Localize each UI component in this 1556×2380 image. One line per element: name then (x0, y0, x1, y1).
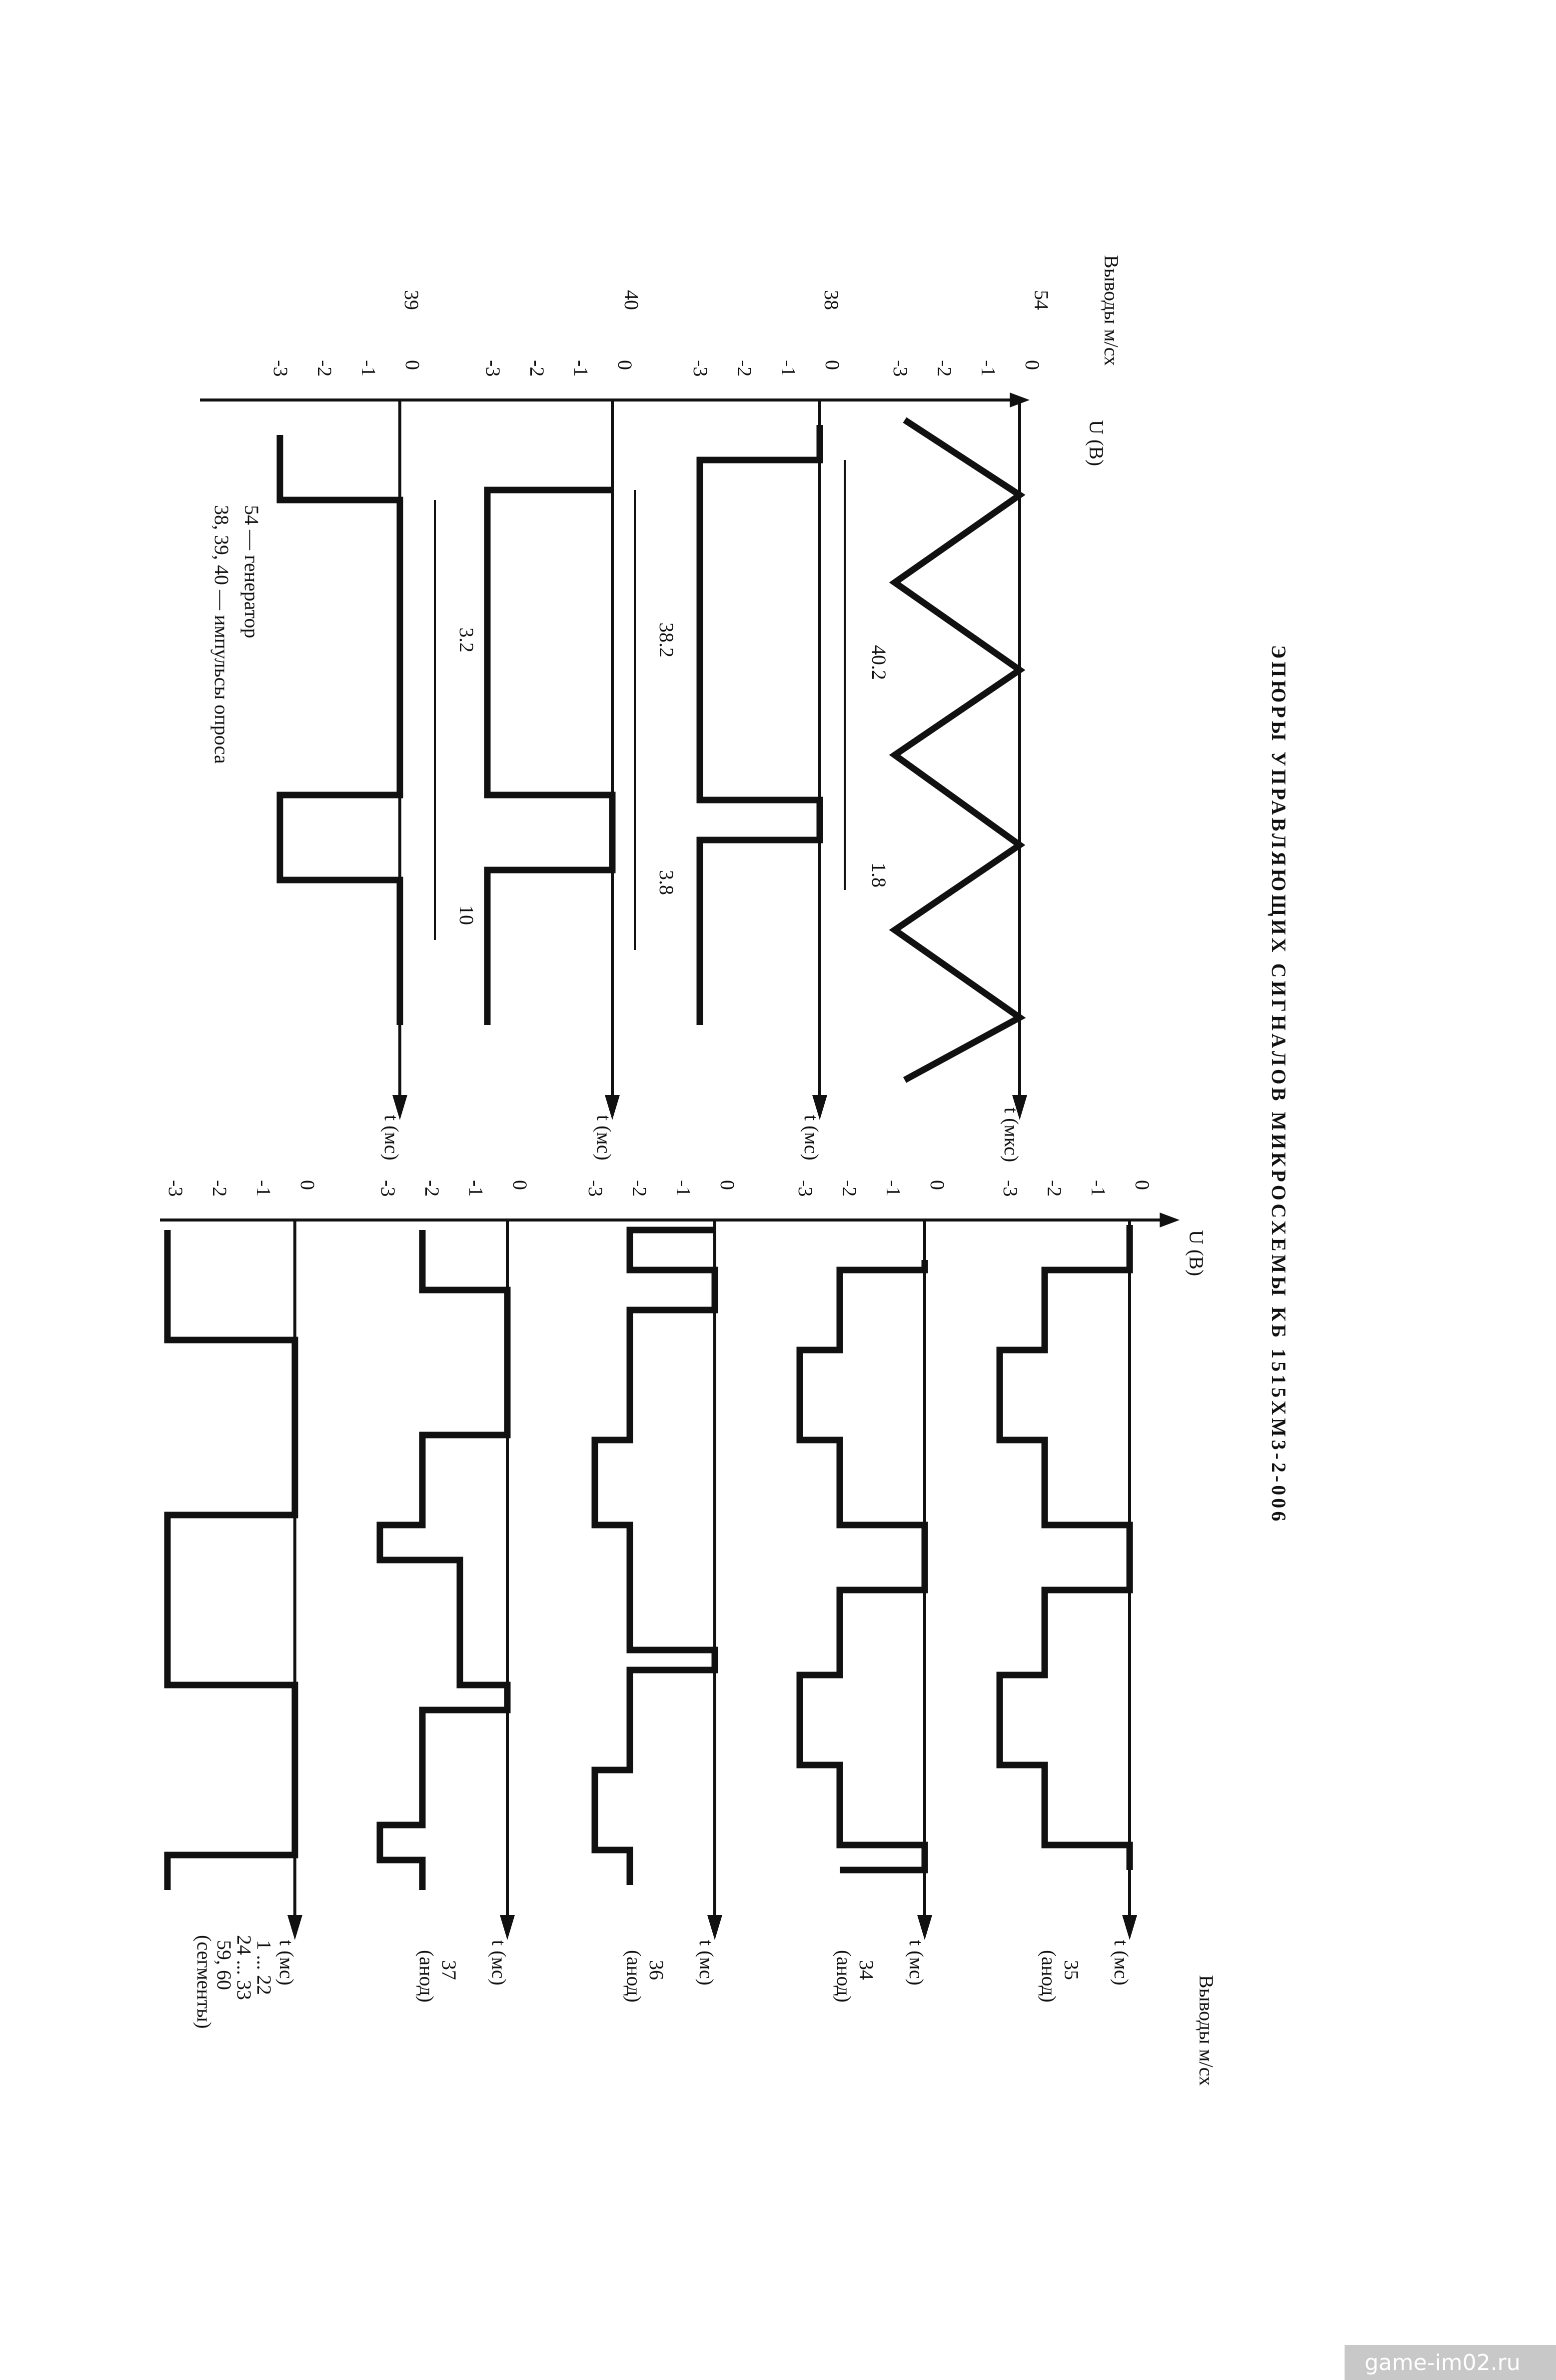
right-tick-1-0: 0 (926, 1180, 949, 1190)
left-tick-3-1: -1 (357, 360, 380, 377)
pin-label-54: 54 (1030, 290, 1053, 310)
diagram-title: ЭПЮРЫ УПРАВЛЯЮЩИХ СИГНАЛОВ МИКРОСХЕМЫ КБ 1515ХМ3-2-006 (1268, 645, 1290, 1524)
dim-label-38-2: 38.2 (655, 622, 678, 658)
right-axis-u-label: U (B) (1185, 1230, 1208, 1276)
time-label-54: t (мкс) (1000, 1108, 1023, 1162)
pin-label-37: 37 (438, 1960, 460, 1980)
time-label-34: t (мс) (905, 1940, 928, 1986)
note-seg: (сегменты) (193, 1935, 215, 2029)
left-tick-2-2: -2 (526, 360, 548, 377)
pin-label-seg-1: 1 ... 22 (253, 1940, 275, 1995)
left-header (400, 255, 1123, 466)
left-tick-3-3: -3 (269, 360, 292, 377)
waveform-34 (800, 1260, 925, 1870)
waveform-seg (167, 1230, 295, 1890)
right-tick-3-2: -2 (421, 1180, 443, 1197)
left-tick-2-1: -1 (570, 360, 592, 377)
pin-label-seg-2: 24 ... 33 (233, 1935, 255, 2000)
right-tick-2-2: -2 (628, 1180, 651, 1197)
note-34: (анод) (833, 1950, 855, 2002)
left-tick-1-2: -2 (733, 360, 756, 377)
left-pins-header: Выводы м/сх (1100, 255, 1123, 366)
right-tick-1-1: -1 (882, 1180, 905, 1197)
dim-label-1-8: 1.8 (868, 862, 890, 888)
waveform-38 (700, 425, 820, 1025)
watermark: game-im02.ru (1365, 2350, 1521, 2376)
left-tick-1-1: -1 (777, 360, 800, 377)
waveform-54 (895, 420, 1020, 1080)
left-tick-0-1: -1 (977, 360, 1000, 377)
right-tick-labels (164, 1180, 1154, 1196)
arrow-seg (287, 1915, 302, 1940)
right-tick-0-3: -3 (999, 1180, 1022, 1197)
time-label-35: t (мс) (1110, 1940, 1133, 1986)
left-voltage-scale (200, 392, 1030, 408)
left-tick-labels (269, 360, 1044, 376)
right-tick-3-3: -3 (377, 1180, 399, 1197)
left-time-arrows (392, 1095, 1027, 1120)
right-tick-4-0: 0 (296, 1180, 319, 1190)
note-36: (анод) (623, 1950, 645, 2002)
right-tick-0-0: 0 (1131, 1180, 1154, 1190)
right-u-arrow (1160, 1212, 1180, 1228)
dim-label-40-2: 40.2 (868, 645, 890, 680)
pin-label-seg-3: 59, 60 (213, 1940, 235, 1990)
time-label-seg: t (мс) (275, 1940, 298, 1986)
waveform-40 (487, 490, 612, 1025)
left-tick-1-0: 0 (821, 360, 844, 370)
right-voltage-scale (160, 1212, 1180, 1228)
right-tick-4-3: -3 (164, 1180, 187, 1197)
left-tick-0-3: -3 (889, 360, 912, 377)
right-tick-2-1: -1 (672, 1180, 695, 1197)
left-tick-0-2: -2 (933, 360, 956, 377)
pin-label-34: 34 (855, 1960, 878, 1980)
left-tick-3-2: -2 (313, 360, 336, 377)
right-tick-1-2: -2 (838, 1180, 861, 1197)
right-tick-2-0: 0 (716, 1180, 739, 1190)
legend-pulses: 38, 39, 40 — импульсы опроса (210, 505, 233, 764)
waveform-39 (280, 435, 400, 1025)
time-label-36: t (мс) (695, 1940, 718, 1986)
right-tick-4-2: -2 (208, 1180, 231, 1197)
right-tick-3-1: -1 (465, 1180, 487, 1197)
left-dimensions (435, 460, 845, 950)
pin-label-40: 40 (620, 290, 643, 310)
right-tick-0-2: -2 (1043, 1180, 1066, 1197)
pin-label-36: 36 (645, 1960, 668, 1980)
right-tick-2-3: -3 (584, 1180, 607, 1197)
pin-label-38: 38 (820, 290, 843, 310)
right-tick-1-3: -3 (794, 1180, 817, 1197)
note-35: (анод) (1038, 1950, 1060, 2002)
time-label-40: t (мс) (593, 1115, 615, 1160)
legend-generator: 54 — генератор (240, 505, 263, 638)
time-label-39: t (мс) (380, 1115, 403, 1160)
waveform-36 (595, 1230, 715, 1885)
arrow-36 (707, 1915, 722, 1940)
right-tick-3-0: 0 (509, 1180, 531, 1190)
left-tick-1-3: -3 (689, 360, 712, 377)
time-label-37: t (мс) (488, 1940, 510, 1986)
right-tick-4-1: -1 (252, 1180, 275, 1197)
left-waveforms (280, 420, 1020, 1080)
right-pins-header: Выводы м/сх (1195, 1975, 1218, 2086)
left-axis-u-label: U (B) (1085, 420, 1108, 466)
right-tick-0-1: -1 (1087, 1180, 1110, 1197)
pin-label-39: 39 (400, 290, 423, 310)
left-tick-2-0: 0 (614, 360, 636, 370)
note-37: (анод) (415, 1950, 438, 2002)
left-tick-0-0: 0 (1021, 360, 1044, 370)
waveform-35 (1000, 1225, 1130, 1870)
left-time-axes (400, 400, 1020, 1100)
left-tick-2-3: -3 (482, 360, 504, 377)
arrow-35 (1122, 1915, 1137, 1940)
dim-label-3-8: 3.8 (655, 870, 678, 895)
dim-label-10: 10 (455, 905, 478, 925)
left-tick-3-0: 0 (401, 360, 424, 370)
time-label-38: t (мс) (800, 1115, 823, 1160)
right-time-arrows (287, 1915, 1137, 1940)
arrow-37 (500, 1915, 515, 1940)
arrow-34 (917, 1915, 932, 1940)
dim-label-3-2: 3.2 (455, 628, 478, 652)
right-waveforms (167, 1225, 1130, 1890)
waveform-37 (380, 1230, 507, 1890)
pin-label-35: 35 (1060, 1960, 1083, 1980)
